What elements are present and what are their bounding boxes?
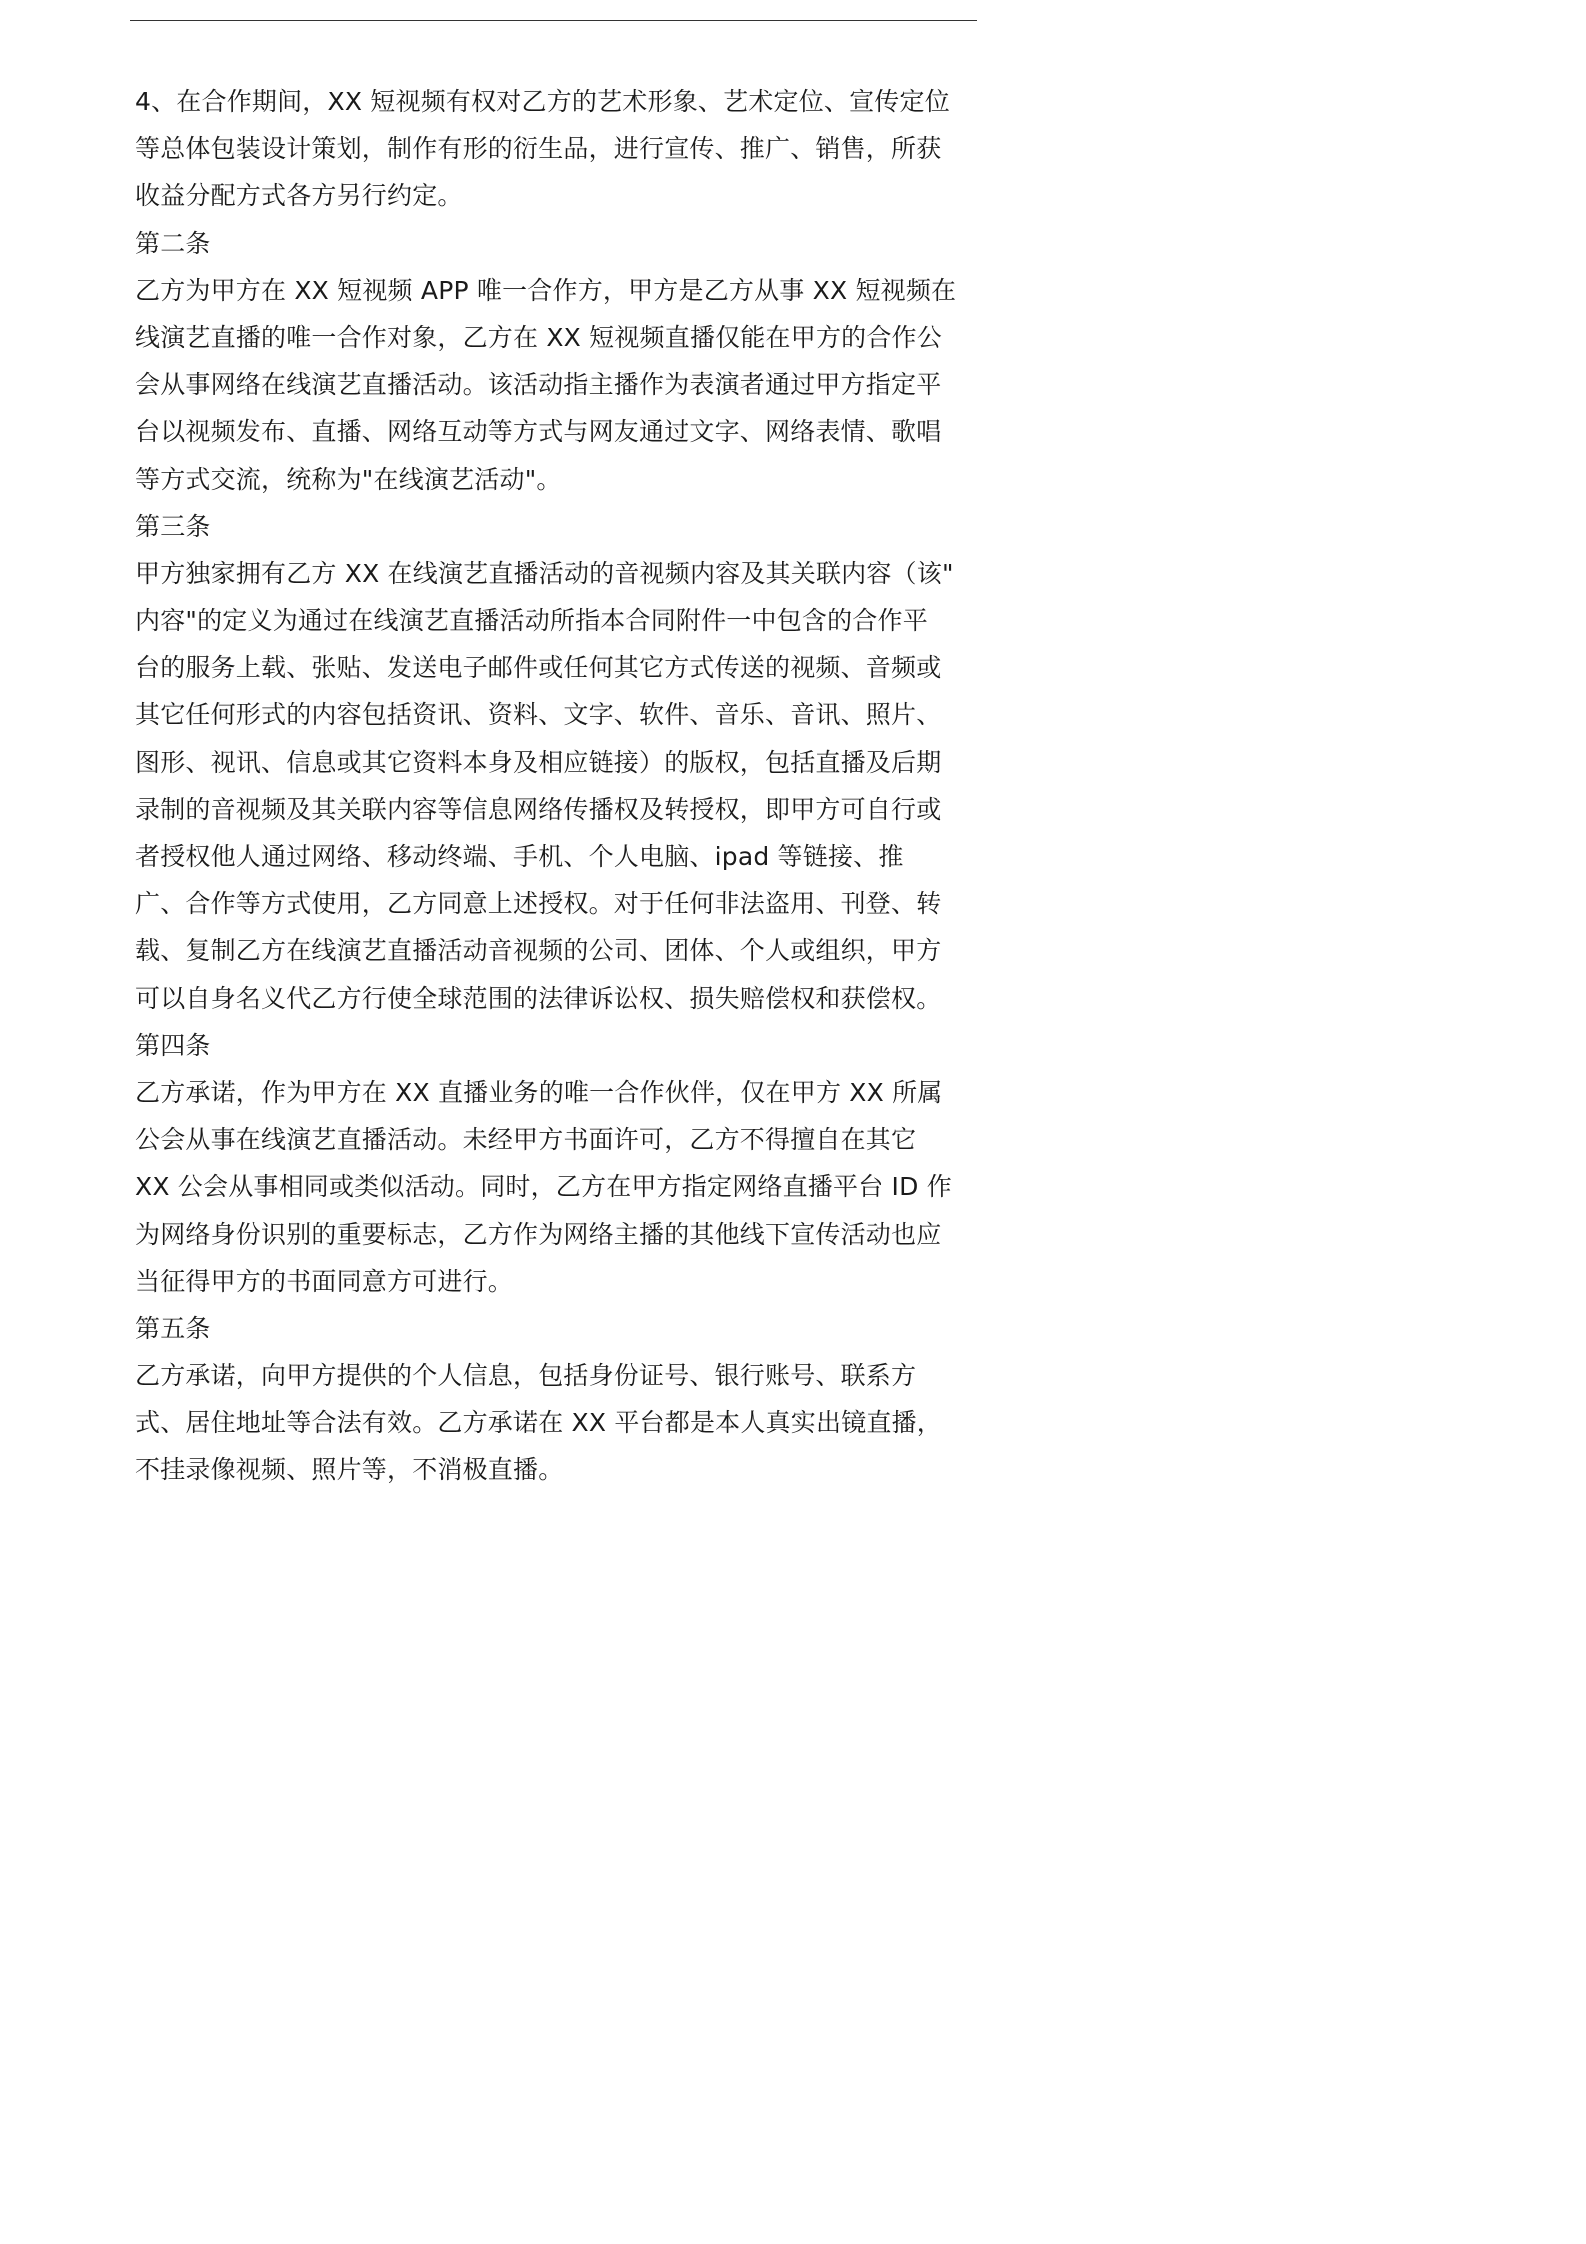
- text-line: 收益分配方式各方另行约定。: [135, 181, 463, 211]
- text-line: 甲方独家拥有乙方 XX 在线演艺直播活动的音视频内容及其关联内容（该": [135, 558, 954, 588]
- text-line: 式、居住地址等合法有效。乙方承诺在 XX 平台都是本人真实出镜直播，: [135, 1408, 942, 1438]
- text-line: 会从事网络在线演艺直播活动。该活动指主播作为表演者通过甲方指定平: [135, 370, 942, 400]
- text-line: 乙方承诺，向甲方提供的个人信息，包括身份证号、银行账号、联系方: [135, 1361, 917, 1391]
- text-line: 等总体包装设计策划，制作有形的衍生品，进行宣传、推广、销售，所获: [135, 134, 942, 164]
- text-line: 公会从事在线演艺直播活动。未经甲方书面许可，乙方不得擅自在其它: [135, 1125, 917, 1155]
- text-line: 4、在合作期间，XX 短视频有权对乙方的艺术形象、艺术定位、宣传定位: [135, 87, 950, 116]
- section-heading: 第四条: [135, 1030, 211, 1060]
- text-line: 不挂录像视频、照片等，不消极直播。: [135, 1455, 564, 1485]
- text-line: 可以自身名义代乙方行使全球范围的法律诉讼权、损失赔偿权和获偿权。: [135, 983, 942, 1013]
- text-line: 载、复制乙方在线演艺直播活动音视频的公司、团体、个人或组织，甲方: [135, 936, 942, 966]
- text-line: 乙方为甲方在 XX 短视频 APP 唯一合作方，甲方是乙方从事 XX 短视频在: [135, 275, 957, 305]
- text-line: 图形、视讯、信息或其它资料本身及相应链接）的版权，包括直播及后期: [135, 747, 942, 777]
- text-line: XX 公会从事相同或类似活动。同时，乙方在甲方指定网络直播平台 ID 作: [135, 1172, 952, 1202]
- header-rule: [130, 20, 977, 21]
- text-line: 当征得甲方的书面同意方可进行。: [135, 1266, 514, 1296]
- text-line: 台以视频发布、直播、网络互动等方式与网友通过文字、网络表情、歌唱: [135, 417, 942, 447]
- document-page: [0, 0, 1100, 1556]
- text-line: 者授权他人通过网络、移动终端、手机、个人电脑、ipad 等链接、推: [135, 842, 904, 871]
- text-line: 台的服务上载、张贴、发送电子邮件或任何其它方式传送的视频、音频或: [135, 653, 942, 683]
- text-line: 录制的音视频及其关联内容等信息网络传播权及转授权，即甲方可自行或: [135, 794, 942, 824]
- text-line: 乙方承诺，作为甲方在 XX 直播业务的唯一合作伙伴，仅在甲方 XX 所属: [135, 1077, 943, 1107]
- document-body: [135, 78, 975, 1494]
- section-heading: 第五条: [135, 1313, 211, 1343]
- text-line: 内容"的定义为通过在线演艺直播活动所指本合同附件一中包含的合作平: [135, 606, 928, 636]
- text-line: 其它任何形式的内容包括资讯、资料、文字、软件、音乐、音讯、照片、: [135, 700, 942, 730]
- text-line: 等方式交流，统称为"在线演艺活动"。: [135, 464, 562, 494]
- text-line: 为网络身份识别的重要标志，乙方作为网络主播的其他线下宣传活动也应: [135, 1219, 942, 1249]
- text-line: 线演艺直播的唯一合作对象，乙方在 XX 短视频直播仅能在甲方的合作公: [135, 322, 942, 352]
- section-heading: 第二条: [135, 228, 211, 258]
- section-heading: 第三条: [135, 511, 211, 541]
- text-line: 广、合作等方式使用，乙方同意上述授权。对于任何非法盗用、刊登、转: [135, 889, 942, 919]
